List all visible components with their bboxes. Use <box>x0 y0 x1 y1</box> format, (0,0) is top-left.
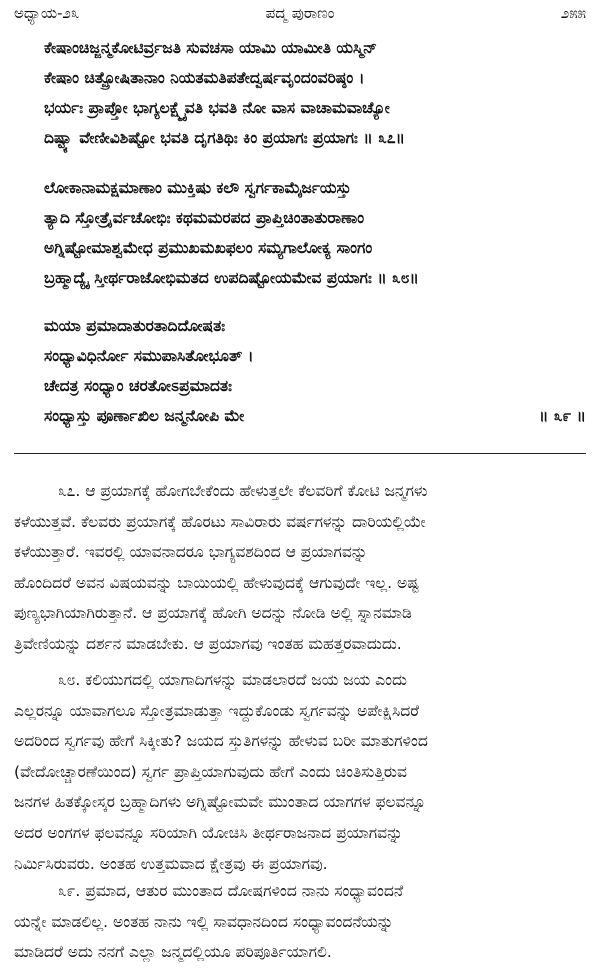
commentary-38 <box>14 665 586 879</box>
verse-line: ಅಗ್ನಿಷ್ಟೋಮಾಶ್ವಮೇಧ ಪ್ರಮುಖಮಖಫಲಂ ಸಮ್ಯಗಾಲೋಕ್ಯ ಸಾಂಗಂ <box>44 239 373 257</box>
divider-rule <box>14 453 586 454</box>
verse-line: ಚೇದತ್ರ ಸಂಧ್ಯಾಂ ಚರತೋಽಪ್ರಮಾದತಃ <box>44 377 233 395</box>
prose-line: ೩೯. ಪ್ರಮಾದ, ಆತುರ ಮುಂತಾದ ದೋಷಗಳಿಂದ ನಾನು ಸಂಧ್ಯಾವಂದನೆ <box>58 882 404 900</box>
prose-line: ಕಳೆಯುತ್ತವೆ. ಕೆಲವರು ಪ್ರಯಾಗಕ್ಕೆ ಹೊರಟು ಸಾವಿರಾರು ವರ್ಷಗಳನ್ನು ದಾರಿಯಲ್ಲಿಯೇ <box>14 512 426 531</box>
commentary-37 <box>14 476 586 660</box>
verse-line: ಭರ್ಯಃ ಪ್ರಾಪ್ತೋ ಭಾಗ್ಯಲಕ್ಷ್ಮೈವತಿ ಭವತಿ ನೋ ವಾಸ ವಾಚಾಮವಾಚ್ಯೋ <box>44 99 390 117</box>
verse-line: ದಿಷ್ಟ್ಯಾ ವೇಣೀವಿಶಿಷ್ಟೋ ಭವತಿ ದೃಗತಿಥಿಃ ಕಿಂ ಪ್ರಯಾಗಃ ಪ್ರಯಾಗಃ ॥ ೩೭॥ <box>44 129 405 147</box>
prose-line: ೩೮. ಕಲಿಯುಗದಲ್ಲಿ ಯಾಗಾದಿಗಳನ್ನು ಮಾಡಲಾರದೆ ಜಯ ಜಯ ಎಂದು <box>58 671 407 689</box>
verse-38 <box>44 173 586 293</box>
page-header <box>14 4 586 26</box>
prose-line: ಅದರ ಅಂಗಗಳ ಫಲವನ್ನೂ ಸರಿಯಾಗಿ ಯೋಚಿಸಿ ತೀರ್ಥರಾಜನಾದ ಪ್ರಯಾಗವನ್ನು <box>14 823 403 842</box>
verse-line: ಕೇಷಾಂಚಿಜ್ಜನ್ಮಕೋಟಿರ್ವ್ರಜತಿ ಸುವಚಸಾ ಯಾಮಿ ಯಾಮೀತಿ ಯಸ್ಮಿನ್ <box>44 39 377 57</box>
verse-37 <box>44 33 586 153</box>
prose-line: ಮಾಡಿದರೆ ಅದು ನನಗೆ ಎಲ್ಲಾ ಜನ್ಮದಲ್ಲಿಯೂ ಪರಿಪೂರ್ತಿಯಾಗಲಿ. <box>14 943 332 962</box>
prose-line: ಅದರಿಂದ ಸ್ವರ್ಗವು ಹೇಗೆ ಸಿಕ್ಕೀತು? ಜಯದ ಸ್ತುತಿಗಳನ್ನು ಹೇಳುವ ಬರೀ ಮಾತುಗಳಿಂದ <box>14 732 428 751</box>
verse-line: ಸಂಧ್ಯಾವಿಧಿರ್ನೋ ಸಮುಪಾಸಿತೋಭೂತ್ । <box>44 347 254 365</box>
prose-line: ಕಳೆಯುತ್ತಾರೆ. ಇವರಲ್ಲಿ ಯಾವನಾದರೂ ಭಾಗ್ಯವಶದಿಂದ ಆ ಪ್ರಯಾಗವನ್ನು <box>14 543 368 562</box>
verse-number: ॥ ೩೯ ॥ <box>538 407 586 425</box>
prose-line: ಹೊಂದಿದರೆ ಅವನ ವಿಷಯವನ್ನು ಬಾಯಿಯಲ್ಲಿ ಹೇಳುವುದಕ್ಕೆ ಆಗುವುದೇ ಇಲ್ಲ. ಅಷ್ಟ <box>14 573 419 592</box>
book-title: ಪದ್ಮ ಪುರಾಣಂ <box>265 4 335 22</box>
verse-39 <box>44 311 586 431</box>
prose-line: ತ್ರಿವೇಣಿಯನ್ನು ದರ್ಶನ ಮಾಡಬೇಕು. ಆ ಪ್ರಯಾಗವು ಇಂತಹ ಮಹತ್ತರವಾದುದು. <box>14 634 402 653</box>
verse-line: ತ್ಯಾದಿ ಸ್ತೋತ್ರೈರ್ವಚೋಭಿಃ ಕಥಮಮರಪದ ಪ್ರಾಪ್ತಿಚಿಂತಾತುರಾಣಾಂ <box>44 209 365 227</box>
verse-line: ಮಯಾ ಪ್ರಮಾದಾತುರತಾದಿದೋಷತಃ <box>44 317 226 335</box>
verse-line: ಬ್ರಹ್ಮಾದ್ಯೈ ಸ್ತೀರ್ಥರಾಜೋಭಿಮತದ ಉಪದಿಷ್ಟೋಯಮೇವ ಪ್ರಯಾಗಃ ॥ ೩೮॥ <box>44 269 419 287</box>
page-number: ೨೫೫ <box>560 4 586 22</box>
prose-line: (ವೇದೋಚ್ಚಾರಣೆಯಿಂದ) ಸ್ವರ್ಗ ಪ್ರಾಪ್ತಿಯಾಗುವುದು ಹೇಗೆ ಎಂದು ಚಿಂತಿಸುತ್ತಿರುವ <box>14 762 407 781</box>
prose-line: ೩೭. ಆ ಪ್ರಯಾಗಕ್ಕೆ ಹೋಗಬೇಕೆಂದು ಹೇಳುತ್ತಲೇ ಕೆಲವರಿಗೆ ಕೋಟಿ ಜನ್ಮಗಳು <box>58 482 428 500</box>
verse-line <box>44 401 586 431</box>
verse-text: ಸಂಧ್ಯಾಸ್ತು ಪೂರ್ಣಾಖಿಲ ಜನ್ಮನೋಪಿ ಮೇ <box>44 407 245 425</box>
prose-line: ಯನ್ನೇ ಮಾಡಲಿಲ್ಲ. ಅಂತಹ ನಾನು ಇಲ್ಲಿ ಸಾವಧಾನದಿಂದ ಸಂಧ್ಯಾವಂದನೆಯನ್ನು <box>14 912 394 931</box>
verse-line: ಲೋಕಾನಾಮಕ್ಷಮಾಣಾಂ ಮುಕ್ತಿಷು ಕಲೌ ಸ್ವರ್ಗಕಾಮೈರ್ಜಯಸ್ತು <box>44 179 351 197</box>
prose-line: ನಿರ್ಮಿಸಿರುವರು. ಅಂತಹ ಉತ್ತಮವಾದ ಕ್ಷೇತ್ರವು ಈ ಪ್ರಯಾಗವು. <box>14 854 328 873</box>
verse-line: ಕೇಷಾಂ ಚಿತ್ಪ್ರೋಷಿತಾನಾಂ ನಿಯತಮತಿಪತೇದ್ವರ್ಷವೃಂದಂವರಿಷ್ಠಂ । <box>44 69 365 87</box>
prose-line: ಜನಗಳ ಹಿತಕ್ಕೋಸ್ಕರ ಬ್ರಹ್ಮಾದಿಗಳು ಅಗ್ನಿಷ್ಟೋಮವೇ ಮುಂತಾದ ಯಾಗಗಳ ಫಲವನ್ನೂ <box>14 793 427 812</box>
commentary-39 <box>14 876 586 968</box>
prose-line: ಎಲ್ಲರನ್ನೂ ಯಾವಾಗಲೂ ಸ್ತೋತ್ರಮಾಡುತ್ತಾ ಇದ್ದುಕೊಂಡು ಸ್ವರ್ಗವನ್ನು ಅಪೇಕ್ಷಿಸಿದರೆ <box>14 701 420 720</box>
chapter-label: ಅಧ್ಯಾಯ-೨೩ <box>14 4 80 22</box>
prose-line: ಪುಣ್ಯಭಾಗಿಯಾಗಿರುತ್ತಾನೆ. ಆ ಪ್ರಯಾಗಕ್ಕೆ ಹೋಗಿ ಅದನ್ನು ನೋಡಿ ಅಲ್ಲಿ ಸ್ನಾನಮಾಡಿ <box>14 604 412 623</box>
